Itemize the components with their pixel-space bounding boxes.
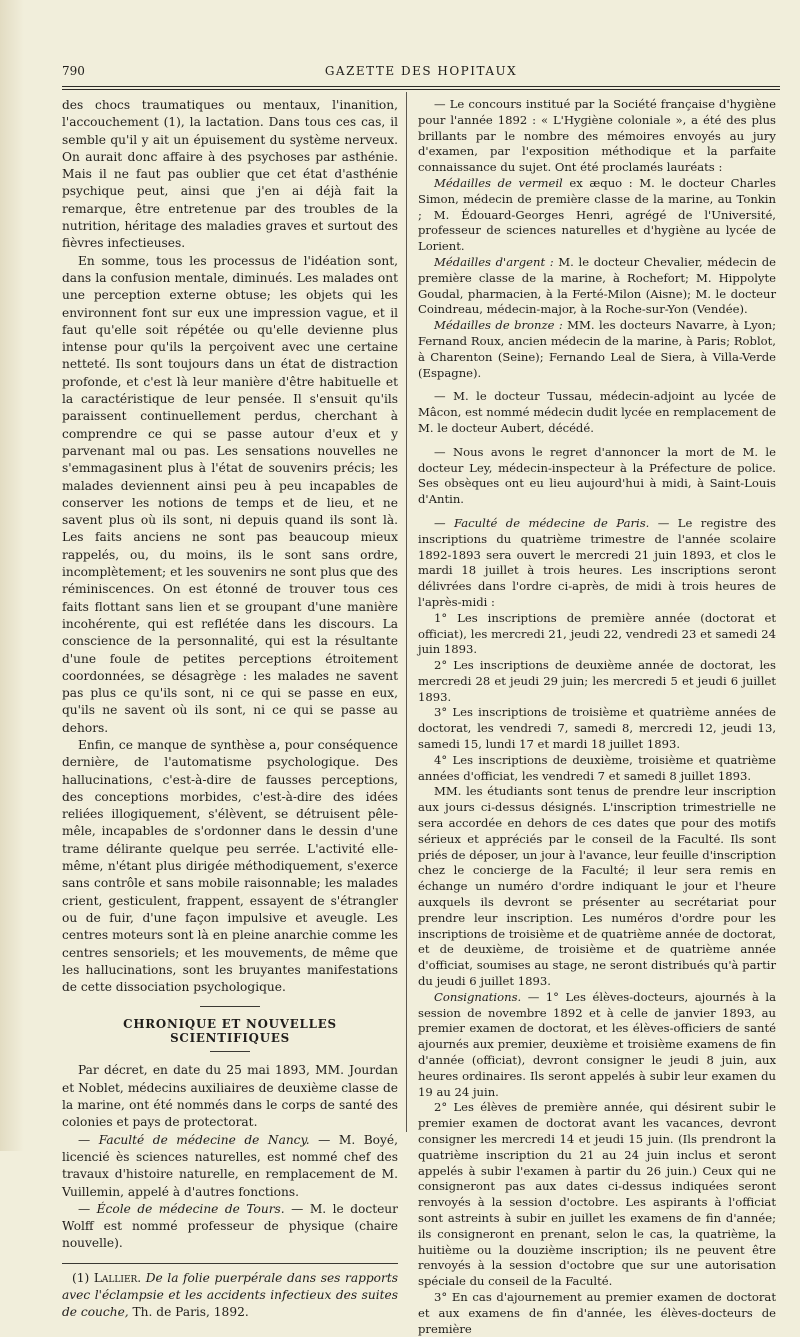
footnote-tail: Th. de Paris, 1892. xyxy=(128,1305,249,1320)
news-item xyxy=(62,1132,398,1201)
footnote-author: Lallier. xyxy=(93,1270,142,1285)
column-divider xyxy=(406,92,407,1132)
news-body: M. le docteur Chevalier, médecin de première classe de la marine, à Rochefort; M. Hippolyte Goudal, pharmacien, à la Ferté-Milon (Aisne); M. le docteur Coindreau, médecin-major, à la Roche-sur-Yon (Vendée). xyxy=(418,254,777,317)
list-item: 3° Les inscriptions de troisième et quatrième années de doctorat, les vendredi 7, samedi 8, mercredi 12, jeudi 13, samedi 15, lundi 17 et mardi 18 juillet 1893. xyxy=(418,705,776,752)
footnote-rule xyxy=(62,1263,398,1264)
news-lead: — École de médecine de Tours. xyxy=(78,1201,285,1216)
news-item: Par décret, en date du 25 mai 1893, MM. Jourdan et Noblet, médecins auxiliaires de deuxième classe de la marine, ont été nommés dans le corps de santé des colonies et pays de protectorat. xyxy=(62,1063,398,1130)
paragraph: Enfin, ce manque de synthèse a, pour conséquence dernière, de l'automatisme psychologique. Des hallucinations, c'est-à-dire de fausses perceptions, des conceptions morbides, c'est-à-dire des idées reliées illogiquement, s'élèvent, se détruisent pêle-mêle, incapables de s'ordonner dans le dessin d'une trame délirante quelque peu serrée. L'activité elle-même, n'étant plus dirigée méthodiquement, s'exerce sans contrôle et sans mobile raisonnable; les malades crient, gesticulent, frappent, essayent de s'étrangler ou de fuir, d'une façon impulsive et aveugle. Les centres moteurs sont là en pleine anarchie comme les centres sensoriels; et les mouvements, de même que les hallucinations, sont les bruyantes manifestations de cette dissociation psychologique. xyxy=(62,737,398,995)
header-rule xyxy=(62,86,780,87)
section-separator xyxy=(200,1006,260,1007)
page-number: 790 xyxy=(62,64,85,78)
news-body: MM. les docteurs Navarre, à Lyon; Fernand Roux, ancien médecin de la marine, à Paris; Roblot, à Charenton (Seine); Fernando Leal de Siera, à Villa-Verde (Espagne). xyxy=(418,318,776,380)
left-column xyxy=(62,97,398,1320)
news-item: — Nous avons le regret d'annoncer la mort de M. le docteur Ley, médecin-inspecteur à la Préfecture de police. Ses obsèques ont eu lieu aujourd'hui à midi, à Saint-Louis d'Antin. xyxy=(418,444,776,507)
news-body: — M. le docteur Wolff est nommé professeur de physique (chaire nouvelle). xyxy=(62,1201,398,1251)
list-item: 3° En cas d'ajournement au premier examen de doctorat et aux examens de fin d'année, les élèves-docteurs de première xyxy=(418,1289,776,1336)
news-lead: Médailles de bronze : xyxy=(434,318,563,333)
news-item xyxy=(418,990,776,1101)
heading-rule xyxy=(210,1051,250,1052)
list-item: 1° Les inscriptions de première année (doctorat et officiat), les mercredi 21, jeudi 22, vendredi 23 et samedi 24 juin 1893. xyxy=(418,610,776,657)
footnote-title: De la folie puerpérale dans ses rapports avec l'éclampsie et les accidents infectieux des suites de couche, xyxy=(62,1270,398,1320)
right-column xyxy=(418,97,777,1336)
news-item xyxy=(62,1201,398,1253)
news-lead: Consignations. xyxy=(434,989,522,1004)
news-body: — 1° Les élèves-docteurs, ajournés à la session de novembre 1892 et à celle de janvier 1893, au premier examen de doctorat, et les élèves-officiers de santé ajournés aux premier, deuxième et troisième examens de fin d'année (officiat), devront consigner le jeudi 8 juin, aux heures ordinaires. Ils seront appelés à subir leur examen du 19 au 24 juin. xyxy=(418,989,776,1099)
news-item: — Le concours institué par la Société française d'hygiène pour l'année 1892 : « L'Hygiène coloniale », a été des plus brillants par le nombre des mémoires envoyés au jury d'examen, par l'exposition méthodique et la parfaite connaissance du sujet. Ont été proclamés lauréats : xyxy=(418,97,776,175)
news-item xyxy=(418,318,776,381)
news-body: — M. Boyé, licencié ès sciences naturelles, est nommé chef des travaux d'histoire naturelle, en remplacement de M. Vuillemin, appelé à d'autres fonctions. xyxy=(62,1132,398,1199)
news-item: — M. le docteur Tussau, médecin-adjoint au lycée de Mâcon, est nommé médecin dudit lycée en remplacement de M. le docteur Aubert, décédé. xyxy=(418,389,776,435)
news-item xyxy=(418,516,776,611)
news-lead: — Faculté de médecine de Nancy. xyxy=(78,1132,310,1147)
list-item: 2° Les inscriptions de deuxième année de doctorat, les mercredi 28 et jeudi 29 juin; les mercredi 5 et jeudi 6 juillet 1893. xyxy=(418,658,776,704)
news-lead: Médailles d'argent : xyxy=(434,254,554,269)
list-item: 4° Les inscriptions de deuxième, troisième et quatrième années d'officiat, les vendredi 7 et samedi 8 juillet 1893. xyxy=(418,752,776,783)
footnote xyxy=(62,1270,398,1322)
page-edge-shadow xyxy=(0,0,24,1151)
news-item xyxy=(418,255,776,318)
news-body: ex æquo : M. le docteur Charles Simon, médecin de première classe de la marine, au Tonkin ; M. Édouard-Georges Henri, agrégé de l'Université, professeur de sciences naturelles et d'hygiène au lycée de Lorient. xyxy=(418,175,776,254)
paragraph: MM. les étudiants sont tenus de prendre leur inscription aux jours ci-dessus désignés. L'inscription trimestrielle ne sera accordée en dehors de ces dates que pour des motifs sérieux et appréciés par le conseil de la Faculté. Ils sont priés de déposer, un jour à l'avance, leur feuille d'inscription chez le concierge de la Faculté; il leur sera remis en échange un numéro d'ordre indiquant le jour et l'heure auxquels ils devront se présenter au secrétariat pour prendre leur inscription. Les numéros d'ordre pour les inscriptions de troisième et de quatrième année de doctorat, et de deuxième, de troisième et de quatrième année d'officiat, soumises au stage, ne seront distribués qu'à partir du jeudi 6 juillet 1893. xyxy=(418,784,776,989)
page-header xyxy=(62,62,780,84)
news-body: — Le registre des inscriptions du quatrième trimestre de l'année scolaire 1892-1893 sera ouvert le mercredi 21 juin 1893, et clos le mardi 18 juillet à trois heures. Les inscriptions seront délivrées dans l'ordre ci-après, de midi à trois heures de l'après-midi : xyxy=(418,515,776,609)
paragraph: des chocs traumatiques ou mentaux, l'inanition, l'accouchement (1), la lactation. Dans tous ces cas, il semble qu'il y ait un épuisement du système nerveux. On aurait donc affaire à des psychoses par asthénie. Mais il ne faut pas oublier que cet état d'asthénie psychique peut, ainsi que j'en ai déjà fait la remarque, être entretenue par des troubles de la nutrition, héritage des maladies graves et surtout des fièvres infectieuses. xyxy=(62,98,398,251)
section-heading: CHRONIQUE ET NOUVELLES SCIENTIFIQUES xyxy=(123,1017,337,1046)
running-title: GAZETTE DES HOPITAUX xyxy=(324,64,518,78)
news-lead: Médailles de vermeil xyxy=(434,175,563,190)
news-item xyxy=(418,176,776,255)
footnote-mark: (1) xyxy=(72,1270,94,1285)
paragraph: En somme, tous les processus de l'idéation sont, dans la confusion mentale, diminués. Les malades ont une perception externe obtuse; les objets qui les environnent font sur eux une impression vague, et il faut qu'elle soit répétée ou qu'elle devienne plus intense pour qu'ils la perçoivent avec une certaine netteté. Ils sont toujours dans un état de distraction profonde, et c'est là leur manière d'être habituelle et la caractéristique de leur pensée. Il s'ensuit qu'ils paraissent continuellement perdus, cherchant à comprendre ce qui se passe autour d'eux et y parvenant mal ou pas. Les sensations nouvelles ne s'emmagasinent plus à l'état de souvenirs précis; les malades deviennent ainsi peu à peu incapables de conserver les notions de temps et de lieu, et ne savent plus où ils sont, ni depuis quand ils sont là. Les faits anciens ne sont pas beaucoup mieux rappelés, ou, du moins, ils le sont sans ordre, incomplètement; et les souvenirs ne sont plus que des réminiscences. On est étonné de trouver tous ces faits flottant sans lien et se groupant d'une manière incohérente, qui est reflétée dans les discours. La conscience de la personnalité, qui est la résultante d'une foule de petites perceptions étroitement coordonnées, se désagrège : les malades ne savent pas plus ce qu'ils sont, ni ce qui se passe en eux, qu'ils ne savent où ils sont, ni ce qui se passe au dehors. xyxy=(62,253,398,735)
list-item: 2° Les élèves de première année, qui désirent subir le premier examen de doctorat avant les vacances, devront consigner les mercredi 14 et jeudi 15 juin. (Ils prendront la quatrième inscription du 21 au 24 juin inclus et seront appelés à subir l'examen à partir du 26 juin.) Ceux qui ne consigneront pas aux dates ci-dessus indiquées seront renvoyés à la session d'octobre. Les aspirants à l'officiat sont astreints à subir en juillet les examens de fin d'année; ils consigneront en prenant, selon le cas, la quatrième, la huitième ou la douzième inscription; ils ne peuvent être renvoyés à la session d'octobre que sur une autorisation spéciale du conseil de la Faculté. xyxy=(418,1100,776,1289)
header-rule-double xyxy=(62,89,780,90)
news-lead: — Faculté de médecine de Paris. xyxy=(434,515,650,530)
